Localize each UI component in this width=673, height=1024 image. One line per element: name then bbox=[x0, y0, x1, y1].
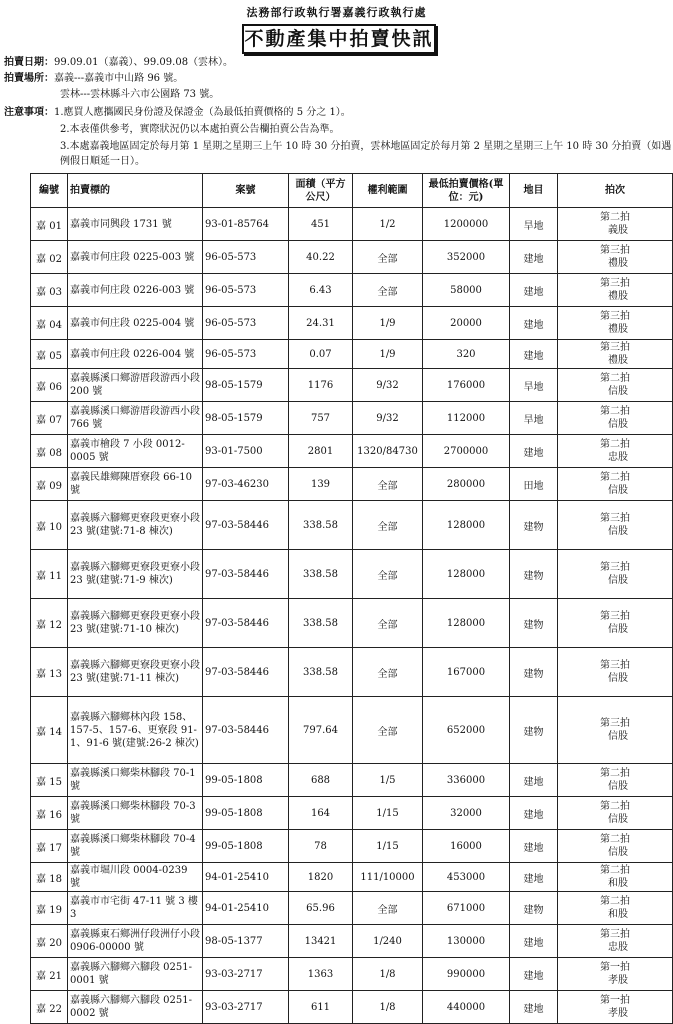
item-area: 139 bbox=[289, 468, 353, 501]
table-row bbox=[31, 863, 673, 892]
table-header-row bbox=[31, 174, 673, 208]
table-row bbox=[31, 648, 673, 697]
auction-place-line bbox=[4, 72, 183, 86]
item-location: 嘉義市堀川段 0004-0239 號 bbox=[68, 863, 203, 892]
item-round-cell bbox=[558, 468, 673, 501]
table-row bbox=[31, 697, 673, 764]
item-round: 第三拍 bbox=[600, 513, 630, 524]
item-number: 嘉 17 bbox=[31, 830, 68, 863]
item-price: 336000 bbox=[423, 764, 510, 797]
item-court-section: 信股 bbox=[608, 575, 628, 586]
item-round: 第二拍 bbox=[600, 834, 630, 845]
item-area: 688 bbox=[289, 764, 353, 797]
item-court-section: 和股 bbox=[608, 878, 628, 889]
item-area: 1363 bbox=[289, 958, 353, 991]
item-round: 第二拍 bbox=[600, 373, 630, 384]
item-price: 176000 bbox=[423, 369, 510, 402]
item-rights: 9/32 bbox=[353, 402, 423, 435]
table-row bbox=[31, 468, 673, 501]
item-case-number: 97-03-58446 bbox=[203, 697, 289, 764]
item-case-number: 93-01-7500 bbox=[203, 435, 289, 468]
item-court-section: 義股 bbox=[608, 225, 628, 236]
item-court-section: 信股 bbox=[608, 847, 628, 858]
item-number: 嘉 20 bbox=[31, 925, 68, 958]
item-land-type: 旱地 bbox=[510, 208, 558, 241]
item-round-cell bbox=[558, 402, 673, 435]
item-rights: 全部 bbox=[353, 599, 423, 648]
item-area: 338.58 bbox=[289, 550, 353, 599]
item-round-cell bbox=[558, 958, 673, 991]
auction-place-label: 拍賣場所： bbox=[4, 73, 54, 84]
item-court-section: 信股 bbox=[608, 526, 628, 537]
item-land-type: 旱地 bbox=[510, 402, 558, 435]
item-case-number: 97-03-58446 bbox=[203, 648, 289, 697]
item-court-section: 信股 bbox=[608, 673, 628, 684]
item-rights: 1/8 bbox=[353, 958, 423, 991]
table-row bbox=[31, 925, 673, 958]
item-price: 20000 bbox=[423, 307, 510, 340]
header-no: 編號 bbox=[31, 174, 68, 208]
item-round-cell bbox=[558, 307, 673, 340]
item-rights: 全部 bbox=[353, 550, 423, 599]
item-location: 嘉義縣六腳鄉六腳段 0251-0002 號 bbox=[68, 991, 203, 1024]
item-number: 嘉 19 bbox=[31, 892, 68, 925]
item-land-type: 建地 bbox=[510, 241, 558, 274]
item-round-cell bbox=[558, 241, 673, 274]
item-court-section: 孝股 bbox=[608, 975, 628, 986]
table-row bbox=[31, 892, 673, 925]
item-round: 第三拍 bbox=[600, 929, 630, 940]
item-price: 128000 bbox=[423, 550, 510, 599]
item-rights: 全部 bbox=[353, 892, 423, 925]
item-area: 6.43 bbox=[289, 274, 353, 307]
table-row bbox=[31, 274, 673, 307]
item-location: 嘉義縣六腳鄉更寮段更寮小段 23 號(建號:71-8 棟次) bbox=[68, 501, 203, 550]
item-land-type: 建物 bbox=[510, 550, 558, 599]
item-area: 164 bbox=[289, 797, 353, 830]
item-rights: 1320/84730 bbox=[353, 435, 423, 468]
item-case-number: 99-05-1808 bbox=[203, 764, 289, 797]
item-area: 797.64 bbox=[289, 697, 353, 764]
item-court-section: 和股 bbox=[608, 909, 628, 920]
item-rights: 全部 bbox=[353, 468, 423, 501]
item-round: 第三拍 bbox=[600, 660, 630, 671]
item-number: 嘉 10 bbox=[31, 501, 68, 550]
item-case-number: 99-05-1808 bbox=[203, 830, 289, 863]
item-rights: 全部 bbox=[353, 241, 423, 274]
item-round-cell bbox=[558, 550, 673, 599]
item-round: 第一拍 bbox=[600, 962, 630, 973]
item-court-section: 孝股 bbox=[608, 1008, 628, 1019]
item-round-cell bbox=[558, 830, 673, 863]
item-round: 第二拍 bbox=[600, 472, 630, 483]
item-area: 338.58 bbox=[289, 648, 353, 697]
item-case-number: 93-01-85764 bbox=[203, 208, 289, 241]
item-land-type: 田地 bbox=[510, 468, 558, 501]
item-round-cell bbox=[558, 369, 673, 402]
item-land-type: 建地 bbox=[510, 274, 558, 307]
item-round-cell bbox=[558, 863, 673, 892]
item-court-section: 信股 bbox=[608, 731, 628, 742]
item-price: 16000 bbox=[423, 830, 510, 863]
item-round: 第二拍 bbox=[600, 801, 630, 812]
item-land-type: 建地 bbox=[510, 764, 558, 797]
item-case-number: 96-05-573 bbox=[203, 241, 289, 274]
item-area: 13421 bbox=[289, 925, 353, 958]
item-round: 第三拍 bbox=[600, 342, 630, 353]
item-round: 第二拍 bbox=[600, 212, 630, 223]
item-price: 58000 bbox=[423, 274, 510, 307]
table-row bbox=[31, 340, 673, 369]
header-area: 面積（平方公尺） bbox=[289, 174, 353, 208]
item-case-number: 98-05-1579 bbox=[203, 369, 289, 402]
item-land-type: 建物 bbox=[510, 892, 558, 925]
note-2: 2.本表僅供參考，實際狀況仍以本處拍賣公告欄拍賣公告為準。 bbox=[60, 124, 340, 135]
header-type: 地目 bbox=[510, 174, 558, 208]
item-price: 652000 bbox=[423, 697, 510, 764]
item-round-cell bbox=[558, 501, 673, 550]
item-round-cell bbox=[558, 697, 673, 764]
table-row bbox=[31, 958, 673, 991]
item-area: 40.22 bbox=[289, 241, 353, 274]
table-row bbox=[31, 435, 673, 468]
item-court-section: 信股 bbox=[608, 485, 628, 496]
item-case-number: 96-05-573 bbox=[203, 274, 289, 307]
item-price: 440000 bbox=[423, 991, 510, 1024]
item-price: 128000 bbox=[423, 501, 510, 550]
item-court-section: 禮股 bbox=[608, 291, 628, 302]
table-row bbox=[31, 402, 673, 435]
auction-date-line bbox=[4, 56, 233, 70]
item-round: 第三拍 bbox=[600, 562, 630, 573]
item-rights: 9/32 bbox=[353, 369, 423, 402]
item-number: 嘉 18 bbox=[31, 863, 68, 892]
item-court-section: 禮股 bbox=[608, 355, 628, 366]
item-location: 嘉義市市宅街 47-11 號 3 樓 3 bbox=[68, 892, 203, 925]
table-row bbox=[31, 991, 673, 1024]
notes-line bbox=[4, 106, 351, 120]
item-round: 第三拍 bbox=[600, 718, 630, 729]
item-land-type: 建物 bbox=[510, 599, 558, 648]
header-rights: 權利範圍 bbox=[353, 174, 423, 208]
item-location: 嘉義縣溪口鄉柴林腳段 70-4 號 bbox=[68, 830, 203, 863]
auction-date-label: 拍賣日期： bbox=[4, 57, 54, 68]
item-round: 第二拍 bbox=[600, 439, 630, 450]
item-location: 嘉義縣溪口鄉游厝段游西小段 766 號 bbox=[68, 402, 203, 435]
item-land-type: 旱地 bbox=[510, 369, 558, 402]
item-rights: 全部 bbox=[353, 697, 423, 764]
item-round: 第三拍 bbox=[600, 611, 630, 622]
item-location: 嘉義縣六腳鄉更寮段更寮小段 23 號(建號:71-9 棟次) bbox=[68, 550, 203, 599]
item-number: 嘉 07 bbox=[31, 402, 68, 435]
item-location: 嘉義縣六腳鄉更寮段更寮小段 23 號(建號:71-11 棟次) bbox=[68, 648, 203, 697]
item-location: 嘉義市同興段 1731 號 bbox=[68, 208, 203, 241]
item-court-section: 信股 bbox=[608, 419, 628, 430]
item-court-section: 忠股 bbox=[608, 452, 628, 463]
item-area: 65.96 bbox=[289, 892, 353, 925]
item-land-type: 建物 bbox=[510, 501, 558, 550]
item-price: 167000 bbox=[423, 648, 510, 697]
item-area: 338.58 bbox=[289, 501, 353, 550]
item-round: 第二拍 bbox=[600, 406, 630, 417]
item-rights: 全部 bbox=[353, 274, 423, 307]
item-number: 嘉 01 bbox=[31, 208, 68, 241]
item-court-section: 忠股 bbox=[608, 942, 628, 953]
note-1: 1.應買人應攜國民身份證及保證金（為最低拍賣價格的 5 分之 1）。 bbox=[54, 107, 351, 118]
item-court-section: 信股 bbox=[608, 781, 628, 792]
table-row bbox=[31, 550, 673, 599]
auction-place-yunlin: 雲林---雲林縣斗六市公園路 73 號。 bbox=[60, 89, 220, 100]
item-land-type: 建地 bbox=[510, 340, 558, 369]
item-case-number: 94-01-25410 bbox=[203, 863, 289, 892]
item-location: 嘉義縣溪口鄉游厝段游西小段 200 號 bbox=[68, 369, 203, 402]
item-price: 130000 bbox=[423, 925, 510, 958]
item-area: 24.31 bbox=[289, 307, 353, 340]
item-area: 451 bbox=[289, 208, 353, 241]
item-case-number: 97-03-46230 bbox=[203, 468, 289, 501]
item-land-type: 建物 bbox=[510, 697, 558, 764]
item-number: 嘉 12 bbox=[31, 599, 68, 648]
item-land-type: 建地 bbox=[510, 925, 558, 958]
table-row bbox=[31, 830, 673, 863]
page-title: 不動產集中拍賣快訊 bbox=[242, 24, 436, 54]
table-row bbox=[31, 307, 673, 340]
item-land-type: 建地 bbox=[510, 307, 558, 340]
item-land-type: 建地 bbox=[510, 863, 558, 892]
item-area: 0.07 bbox=[289, 340, 353, 369]
item-case-number: 96-05-573 bbox=[203, 340, 289, 369]
item-land-type: 建地 bbox=[510, 435, 558, 468]
item-land-type: 建物 bbox=[510, 648, 558, 697]
item-round: 第三拍 bbox=[600, 245, 630, 256]
item-area: 338.58 bbox=[289, 599, 353, 648]
item-location: 嘉義縣六腳鄉六腳段 0251-0001 號 bbox=[68, 958, 203, 991]
item-rights: 1/15 bbox=[353, 830, 423, 863]
header-location: 拍賣標的 bbox=[68, 174, 203, 208]
item-area: 1176 bbox=[289, 369, 353, 402]
item-round-cell bbox=[558, 925, 673, 958]
item-round: 第一拍 bbox=[600, 995, 630, 1006]
item-number: 嘉 02 bbox=[31, 241, 68, 274]
item-location: 嘉義縣溪口鄉柴林腳段 70-3 號 bbox=[68, 797, 203, 830]
item-round: 第二拍 bbox=[600, 768, 630, 779]
table-row bbox=[31, 241, 673, 274]
item-price: 2700000 bbox=[423, 435, 510, 468]
header-price: 最低拍賣價格(單位：元) bbox=[423, 174, 510, 208]
item-court-section: 禮股 bbox=[608, 258, 628, 269]
item-area: 1820 bbox=[289, 863, 353, 892]
item-round-cell bbox=[558, 340, 673, 369]
item-price: 280000 bbox=[423, 468, 510, 501]
item-court-section: 信股 bbox=[608, 814, 628, 825]
item-court-section: 信股 bbox=[608, 624, 628, 635]
item-case-number: 98-05-1377 bbox=[203, 925, 289, 958]
item-location: 嘉義市檜段 7 小段 0012-0005 號 bbox=[68, 435, 203, 468]
item-case-number: 96-05-573 bbox=[203, 307, 289, 340]
item-rights: 1/240 bbox=[353, 925, 423, 958]
item-number: 嘉 22 bbox=[31, 991, 68, 1024]
item-land-type: 建地 bbox=[510, 797, 558, 830]
item-case-number: 97-03-58446 bbox=[203, 550, 289, 599]
item-rights: 全部 bbox=[353, 501, 423, 550]
item-price: 112000 bbox=[423, 402, 510, 435]
item-rights: 1/5 bbox=[353, 764, 423, 797]
notes-label: 注意事項： bbox=[4, 107, 54, 118]
item-rights: 全部 bbox=[353, 648, 423, 697]
item-number: 嘉 11 bbox=[31, 550, 68, 599]
item-round: 第二拍 bbox=[600, 896, 630, 907]
table-row bbox=[31, 369, 673, 402]
table-row bbox=[31, 501, 673, 550]
agency-name: 法務部行政執行署嘉義行政執行處 bbox=[246, 6, 427, 19]
item-price: 320 bbox=[423, 340, 510, 369]
item-number: 嘉 21 bbox=[31, 958, 68, 991]
item-case-number: 97-03-58446 bbox=[203, 501, 289, 550]
item-round: 第二拍 bbox=[600, 865, 630, 876]
item-price: 128000 bbox=[423, 599, 510, 648]
item-location: 嘉義縣六腳鄉更寮段更寮小段 23 號(建號:71-10 棟次) bbox=[68, 599, 203, 648]
item-area: 2801 bbox=[289, 435, 353, 468]
item-rights: 1/9 bbox=[353, 340, 423, 369]
item-number: 嘉 06 bbox=[31, 369, 68, 402]
item-area: 611 bbox=[289, 991, 353, 1024]
item-price: 453000 bbox=[423, 863, 510, 892]
item-location: 嘉義縣東石鄉洲仔段洲仔小段 0906-00000 號 bbox=[68, 925, 203, 958]
table-row bbox=[31, 764, 673, 797]
item-price: 352000 bbox=[423, 241, 510, 274]
table-row bbox=[31, 599, 673, 648]
item-location: 嘉義市何庄段 0225-003 號 bbox=[68, 241, 203, 274]
item-land-type: 建地 bbox=[510, 830, 558, 863]
note-3: 3.本處嘉義地區固定於每月第 1 星期之星期三上午 10 時 30 分拍賣，雲林地區固定於每月第 2 星期之星期三上午 10 時 30 分拍賣（如遇例假日順延一日）。 bbox=[60, 141, 672, 167]
item-rights: 1/9 bbox=[353, 307, 423, 340]
item-location: 嘉義縣溪口鄉柴林腳段 70-1 號 bbox=[68, 764, 203, 797]
item-round-cell bbox=[558, 797, 673, 830]
item-round-cell bbox=[558, 435, 673, 468]
item-case-number: 98-05-1579 bbox=[203, 402, 289, 435]
auction-date-value: 99.09.01（嘉義）、99.09.08（雲林）。 bbox=[54, 57, 234, 68]
item-round-cell bbox=[558, 274, 673, 307]
auction-table bbox=[30, 173, 673, 1024]
item-location: 嘉義民雄鄉陳厝寮段 66-10 號 bbox=[68, 468, 203, 501]
item-number: 嘉 05 bbox=[31, 340, 68, 369]
item-price: 32000 bbox=[423, 797, 510, 830]
table-row bbox=[31, 208, 673, 241]
item-court-section: 禮股 bbox=[608, 324, 628, 335]
item-round-cell bbox=[558, 208, 673, 241]
item-location: 嘉義縣六腳鄉林內段 158、157-5、157-6、更寮段 91-1、91-6 號(建號:26-2 棟次) bbox=[68, 697, 203, 764]
item-location: 嘉義市何庄段 0225-004 號 bbox=[68, 307, 203, 340]
item-area: 757 bbox=[289, 402, 353, 435]
item-rights: 111/10000 bbox=[353, 863, 423, 892]
item-round-cell bbox=[558, 892, 673, 925]
item-rights: 1/2 bbox=[353, 208, 423, 241]
item-location: 嘉義市何庄段 0226-003 號 bbox=[68, 274, 203, 307]
item-number: 嘉 16 bbox=[31, 797, 68, 830]
item-round-cell bbox=[558, 648, 673, 697]
header-round: 拍次 bbox=[558, 174, 673, 208]
item-location: 嘉義市何庄段 0226-004 號 bbox=[68, 340, 203, 369]
item-land-type: 建地 bbox=[510, 991, 558, 1024]
item-price: 671000 bbox=[423, 892, 510, 925]
item-case-number: 93-03-2717 bbox=[203, 991, 289, 1024]
item-court-section: 信股 bbox=[608, 386, 628, 397]
item-rights: 1/8 bbox=[353, 991, 423, 1024]
item-rights: 1/15 bbox=[353, 797, 423, 830]
item-case-number: 93-03-2717 bbox=[203, 958, 289, 991]
item-round: 第三拍 bbox=[600, 278, 630, 289]
auction-place-chiayi: 嘉義---嘉義市中山路 96 號。 bbox=[54, 73, 184, 84]
item-round-cell bbox=[558, 599, 673, 648]
header-case: 案號 bbox=[203, 174, 289, 208]
item-land-type: 建地 bbox=[510, 958, 558, 991]
item-number: 嘉 15 bbox=[31, 764, 68, 797]
item-number: 嘉 08 bbox=[31, 435, 68, 468]
item-case-number: 97-03-58446 bbox=[203, 599, 289, 648]
item-number: 嘉 09 bbox=[31, 468, 68, 501]
item-number: 嘉 03 bbox=[31, 274, 68, 307]
item-round: 第三拍 bbox=[600, 311, 630, 322]
item-area: 78 bbox=[289, 830, 353, 863]
item-price: 1200000 bbox=[423, 208, 510, 241]
item-number: 嘉 13 bbox=[31, 648, 68, 697]
item-case-number: 99-05-1808 bbox=[203, 797, 289, 830]
item-round-cell bbox=[558, 764, 673, 797]
item-case-number: 94-01-25410 bbox=[203, 892, 289, 925]
table-row bbox=[31, 797, 673, 830]
item-number: 嘉 14 bbox=[31, 697, 68, 764]
item-number: 嘉 04 bbox=[31, 307, 68, 340]
item-round-cell bbox=[558, 991, 673, 1024]
item-price: 990000 bbox=[423, 958, 510, 991]
